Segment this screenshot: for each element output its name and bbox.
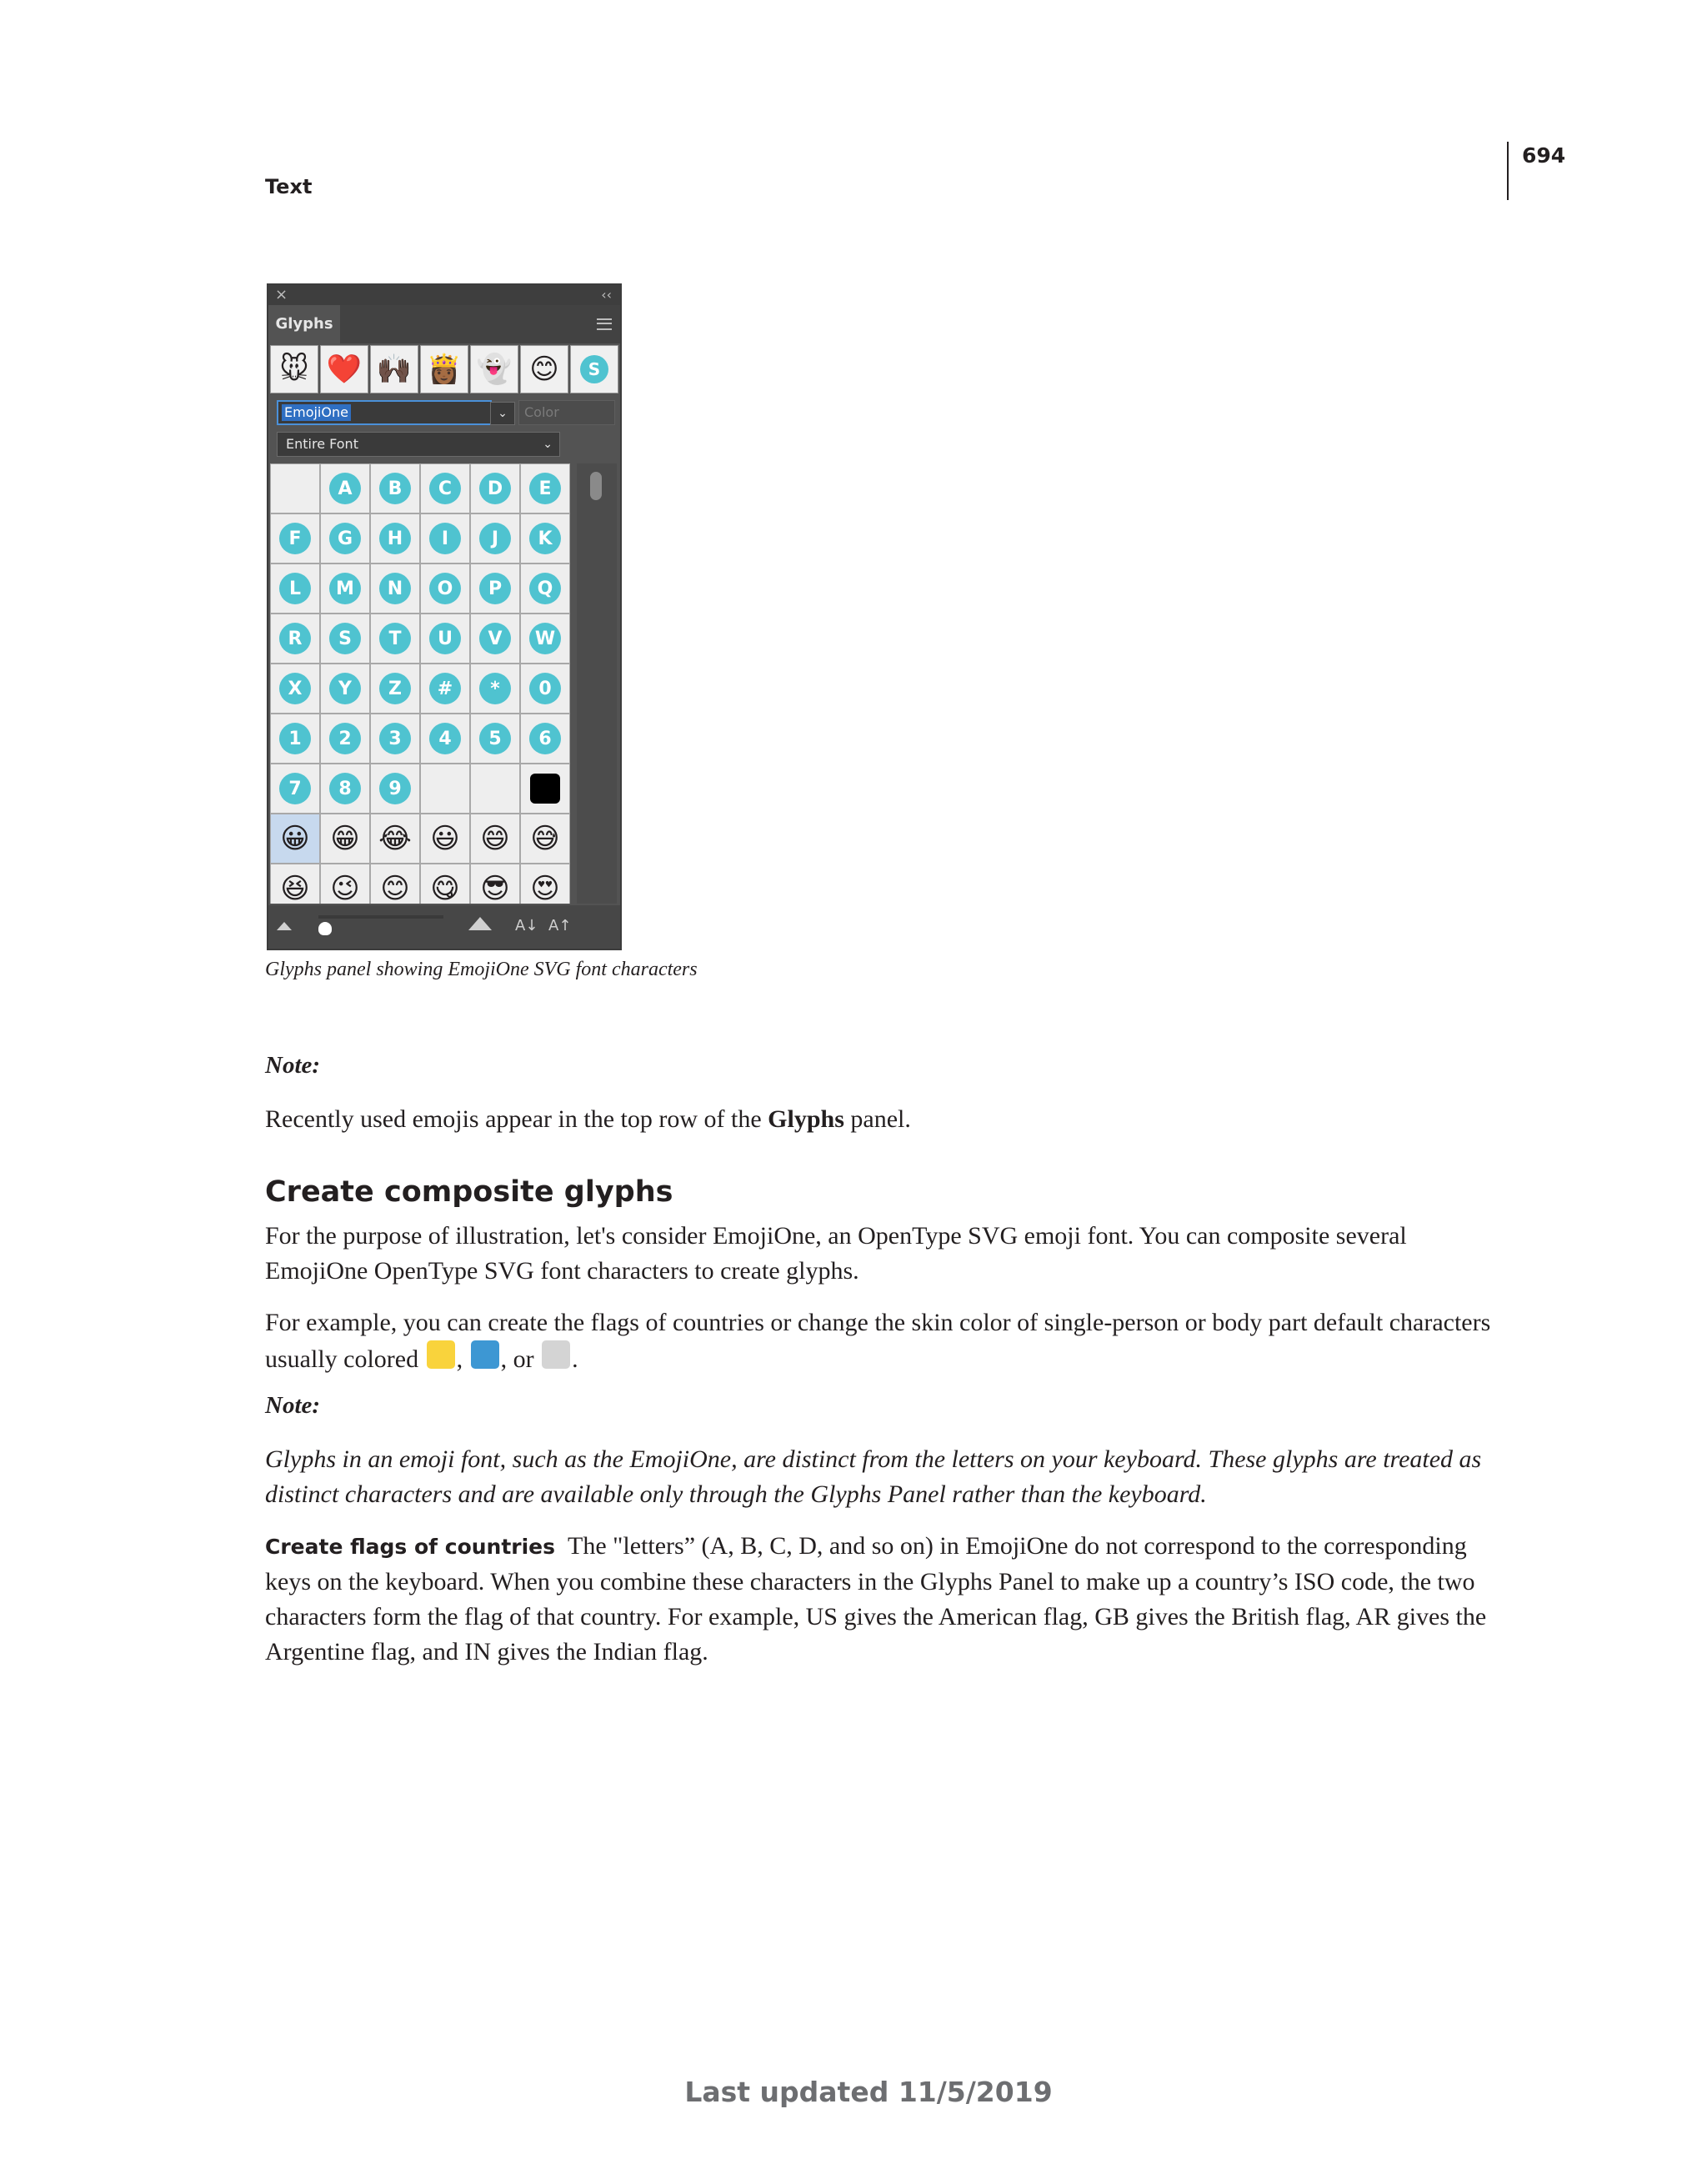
paragraph-example-text: For example, you can create the flags of countries or change the skin color of single-person or body part default characters usually colored bbox=[265, 1309, 1491, 1373]
zoom-slider-thumb[interactable] bbox=[318, 922, 332, 935]
increase-size-button[interactable]: A↑ bbox=[548, 917, 572, 934]
glyph-cell[interactable] bbox=[420, 764, 470, 814]
run-in-heading: Create flags of countries bbox=[265, 1535, 556, 1559]
glyph-cell[interactable] bbox=[370, 463, 420, 513]
glyph: 👻 bbox=[476, 353, 513, 386]
zoom-slider-track[interactable] bbox=[318, 915, 443, 919]
glyph-cell[interactable] bbox=[270, 764, 320, 814]
glyph: 🙌🏿 bbox=[376, 353, 413, 386]
glyph: Y bbox=[329, 673, 361, 704]
glyph-cell[interactable] bbox=[520, 664, 570, 714]
glyph-subset-dropdown[interactable] bbox=[277, 432, 560, 457]
glyph: Z bbox=[379, 673, 411, 704]
decrease-size-button[interactable]: A↓ bbox=[515, 917, 538, 934]
glyph: 😋 bbox=[430, 872, 460, 904]
panel-bottom-bar bbox=[268, 905, 620, 950]
glyph-cell[interactable] bbox=[370, 714, 420, 764]
glyph: 1 bbox=[279, 723, 311, 754]
glyph: Q bbox=[529, 573, 561, 604]
glyph-cell[interactable] bbox=[520, 564, 570, 614]
glyph-cell[interactable] bbox=[320, 664, 370, 714]
glyph-cell[interactable] bbox=[420, 814, 470, 864]
chevron-down-icon[interactable]: ⌄ bbox=[490, 402, 515, 425]
glyph: S bbox=[329, 623, 361, 654]
glyph-cell[interactable] bbox=[420, 664, 470, 714]
recent-glyphs-row bbox=[270, 345, 620, 393]
collapse-icon[interactable]: ‹‹ bbox=[601, 287, 612, 303]
glyph: 😅 bbox=[530, 822, 560, 855]
recent-glyph-cell[interactable] bbox=[320, 345, 368, 393]
recent-glyph-cell[interactable] bbox=[270, 345, 318, 393]
gray-swatch bbox=[542, 1340, 570, 1369]
glyph-grid-scrollbar[interactable] bbox=[577, 463, 617, 904]
glyph: 😊 bbox=[529, 353, 559, 386]
recent-glyph-cell[interactable] bbox=[520, 345, 568, 393]
glyph-cell[interactable] bbox=[270, 864, 320, 904]
glyph-cell[interactable] bbox=[270, 614, 320, 664]
glyph: P bbox=[479, 573, 511, 604]
glyph: 7 bbox=[279, 773, 311, 804]
glyph: 😊 bbox=[380, 872, 410, 904]
panel-title-bar bbox=[268, 285, 620, 305]
glyph: V bbox=[479, 623, 511, 654]
glyph-subset-value: Entire Font bbox=[286, 436, 358, 452]
glyph-cell[interactable] bbox=[470, 664, 520, 714]
note-text-before: Recently used emojis appear in the top row of the bbox=[265, 1105, 768, 1133]
recent-glyph-cell[interactable] bbox=[420, 345, 468, 393]
glyph: I bbox=[429, 523, 461, 554]
glyph-cell[interactable] bbox=[420, 864, 470, 904]
glyph-cell[interactable] bbox=[420, 463, 470, 513]
glyph-cell[interactable] bbox=[370, 764, 420, 814]
glyph-cell[interactable] bbox=[420, 513, 470, 564]
glyph: S bbox=[580, 355, 608, 383]
glyph-cell[interactable] bbox=[520, 614, 570, 664]
glyph: ❤️ bbox=[326, 353, 363, 386]
glyph: 8 bbox=[329, 773, 361, 804]
glyph-cell[interactable] bbox=[320, 864, 370, 904]
glyph: B bbox=[379, 473, 411, 504]
glyph-cell[interactable] bbox=[520, 814, 570, 864]
note-text-after: panel. bbox=[843, 1105, 911, 1133]
zoom-in-mountain-icon[interactable] bbox=[468, 917, 492, 930]
close-icon[interactable]: × bbox=[275, 286, 288, 303]
glyph-cell[interactable] bbox=[470, 614, 520, 664]
glyph-cell[interactable] bbox=[270, 714, 320, 764]
page-number: 694 bbox=[1522, 143, 1566, 168]
glyph: G bbox=[329, 523, 361, 554]
glyph-grid bbox=[270, 463, 570, 904]
paragraph-flags bbox=[265, 1529, 1515, 1670]
note-text: Glyphs in an emoji font, such as the EmojiOne, are distinct from the letters on your keyboard. These glyphs are treated as distinct characters and are available only through the Glyphs Panel rather than the keyboard. bbox=[265, 1445, 1482, 1508]
glyph-cell[interactable] bbox=[320, 513, 370, 564]
glyph: * bbox=[479, 673, 511, 704]
glyph: 😁 bbox=[330, 822, 360, 855]
note-text bbox=[265, 1102, 911, 1137]
glyph-cell[interactable] bbox=[370, 864, 420, 904]
glyph: F bbox=[279, 523, 311, 554]
glyphs-panel bbox=[267, 283, 622, 950]
glyph: X bbox=[279, 673, 311, 704]
glyph: 😂 bbox=[378, 822, 412, 855]
glyph: 6 bbox=[529, 723, 561, 754]
glyph: O bbox=[429, 573, 461, 604]
glyph: M bbox=[329, 573, 361, 604]
chevron-down-icon: ⌄ bbox=[543, 438, 553, 451]
glyph-cell[interactable] bbox=[470, 814, 520, 864]
glyph: U bbox=[429, 623, 461, 654]
paragraph-flags-text: The "letters” (A, B, C, D, and so on) in EmojiOne do not correspond to the corresponding keys on the keyboard. When you combine these characters in the Glyphs Panel to make up a country’s ISO code, the two characters form the flag of that country. For example, US gives the American flag, GB gives the British flag, AR gives the Argentine flag, and IN gives the Indian flag. bbox=[265, 1532, 1487, 1666]
glyph-cell[interactable] bbox=[320, 764, 370, 814]
glyph-cell[interactable] bbox=[470, 513, 520, 564]
glyph: 😆 bbox=[280, 872, 310, 904]
glyph-cell[interactable] bbox=[470, 463, 520, 513]
glyph: K bbox=[529, 523, 561, 554]
glyph: H bbox=[379, 523, 411, 554]
glyph-cell[interactable] bbox=[270, 564, 320, 614]
panel-menu-icon[interactable] bbox=[597, 318, 612, 330]
header-rule bbox=[1507, 142, 1509, 200]
glyph-cell[interactable] bbox=[270, 463, 320, 513]
glyph: D bbox=[479, 473, 511, 504]
glyph-cell[interactable] bbox=[320, 564, 370, 614]
paragraph-example bbox=[265, 1305, 1515, 1377]
zoom-out-mountain-icon[interactable] bbox=[277, 922, 292, 930]
glyph-cell[interactable] bbox=[420, 714, 470, 764]
glyph-cell[interactable] bbox=[320, 614, 370, 664]
glyph: 😃 bbox=[430, 822, 460, 855]
glyph-cell[interactable] bbox=[370, 614, 420, 664]
note-label: Note: bbox=[265, 1052, 321, 1079]
glyph: # bbox=[429, 673, 461, 704]
sentence-end: . bbox=[572, 1345, 578, 1373]
glyph-cell[interactable] bbox=[470, 864, 520, 904]
glyph-cell[interactable] bbox=[520, 463, 570, 513]
glyph: 4 bbox=[429, 723, 461, 754]
glyph: 😎 bbox=[480, 872, 510, 904]
glyph-cell[interactable] bbox=[270, 664, 320, 714]
glyph: 3 bbox=[379, 723, 411, 754]
glyph: 😉 bbox=[330, 872, 360, 904]
figure-caption: Glyphs panel showing EmojiOne SVG font characters bbox=[265, 959, 698, 980]
glyph: 🐭 bbox=[279, 353, 309, 386]
glyph-cell[interactable] bbox=[520, 513, 570, 564]
glyph: N bbox=[379, 573, 411, 604]
footer-last-updated: Last updated 11/5/2019 bbox=[684, 2076, 1053, 2108]
glyph: T bbox=[379, 623, 411, 654]
recent-glyph-cell[interactable] bbox=[570, 345, 618, 393]
glyph-cell[interactable] bbox=[520, 714, 570, 764]
note-label: Note: bbox=[265, 1392, 321, 1419]
glyph: J bbox=[479, 523, 511, 554]
recent-glyph-cell[interactable] bbox=[470, 345, 518, 393]
glyph: 👸🏾 bbox=[426, 353, 463, 386]
blue-swatch bbox=[471, 1340, 499, 1369]
glyph-cell[interactable] bbox=[520, 764, 570, 814]
yellow-swatch bbox=[427, 1340, 455, 1369]
glyph: A bbox=[329, 473, 361, 504]
glyph: 5 bbox=[479, 723, 511, 754]
glyph: 😄 bbox=[480, 822, 510, 855]
font-family-value: EmojiOne bbox=[282, 404, 351, 421]
glyph-cell[interactable] bbox=[420, 614, 470, 664]
glyph-cell[interactable] bbox=[470, 564, 520, 614]
glyph-cell[interactable] bbox=[370, 564, 420, 614]
note-text-bold: Glyphs bbox=[768, 1105, 844, 1133]
paragraph-intro: For the purpose of illustration, let's consider EmojiOne, an OpenType SVG emoji font. You can composite several EmojiOne OpenType SVG font characters to create glyphs. bbox=[265, 1222, 1407, 1285]
glyph-cell[interactable] bbox=[320, 714, 370, 764]
glyph-cell[interactable] bbox=[320, 463, 370, 513]
glyph-cell[interactable] bbox=[520, 864, 570, 904]
tab-glyphs[interactable]: Glyphs bbox=[268, 305, 340, 343]
glyph-cell[interactable] bbox=[270, 814, 320, 864]
section-heading: Create composite glyphs bbox=[265, 1175, 673, 1209]
glyph: 9 bbox=[379, 773, 411, 804]
font-style-dropdown[interactable]: Color bbox=[518, 400, 615, 425]
recent-glyph-cell[interactable] bbox=[370, 345, 418, 393]
scrollbar-thumb[interactable] bbox=[590, 472, 602, 500]
running-head: Text bbox=[265, 175, 313, 198]
glyph-cell[interactable] bbox=[370, 513, 420, 564]
glyph-cell[interactable] bbox=[470, 714, 520, 764]
glyph: 0 bbox=[529, 673, 561, 704]
glyph-cell[interactable] bbox=[270, 513, 320, 564]
glyph: 2 bbox=[329, 723, 361, 754]
glyph-cell[interactable] bbox=[370, 814, 420, 864]
glyph-cell[interactable] bbox=[370, 664, 420, 714]
separator: , or bbox=[500, 1345, 541, 1373]
panel-tab-bar bbox=[268, 305, 620, 343]
separator: , bbox=[456, 1345, 469, 1373]
glyph-cell[interactable] bbox=[420, 564, 470, 614]
glyph: E bbox=[529, 473, 561, 504]
glyph: 😍 bbox=[530, 872, 560, 904]
glyph: 😀 bbox=[280, 822, 310, 855]
glyph: L bbox=[279, 573, 311, 604]
font-family-dropdown[interactable] bbox=[277, 400, 508, 425]
glyph-cell[interactable] bbox=[470, 764, 520, 814]
glyph: C bbox=[429, 473, 461, 504]
black-square-glyph bbox=[530, 774, 560, 804]
glyph: W bbox=[529, 623, 561, 654]
glyph-cell[interactable] bbox=[320, 814, 370, 864]
glyph: R bbox=[279, 623, 311, 654]
